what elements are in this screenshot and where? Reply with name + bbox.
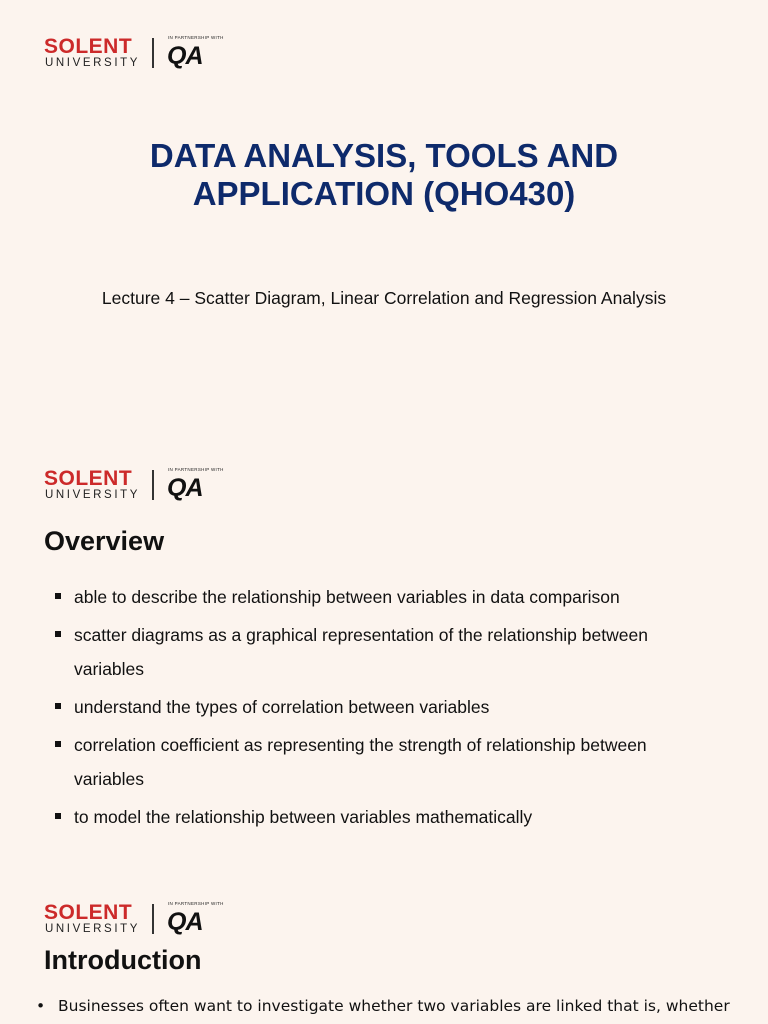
overview-heading: Overview [44, 526, 165, 556]
bullet-text: understand the types of correlation between variables [74, 697, 490, 717]
square-bullet-icon [55, 703, 61, 709]
list-item [0, 580, 768, 614]
logo-solent-text: SOLENT [44, 901, 133, 924]
list-item [0, 690, 768, 724]
bullet-text: able to describe the relationship between variables in data comparison [74, 587, 620, 607]
bullet-text: correlation coefficient as representing the strength of relationship between variables [74, 735, 647, 789]
logo-qa-text: QA [167, 474, 203, 502]
square-bullet-icon [55, 593, 61, 599]
solent-qa-logo [44, 36, 234, 80]
solent-qa-logo [44, 902, 234, 946]
list-item [0, 618, 768, 686]
logo-university-text: UNIVERSITY [45, 923, 141, 935]
square-bullet-icon [55, 813, 61, 819]
logo-solent-text: SOLENT [44, 35, 133, 58]
logo-solent-text: SOLENT [44, 467, 133, 490]
list-item [0, 800, 768, 834]
introduction-bullet-text: Businesses often want to investigate whether two variables are linked that is, whether [58, 997, 730, 1015]
logo-qa-text: QA [167, 42, 203, 70]
logo-partner-text: IN PARTNERSHIP WITH [168, 35, 224, 40]
round-bullet-icon: • [36, 997, 46, 1015]
logo-university-text: UNIVERSITY [45, 489, 141, 501]
solent-qa-logo [44, 468, 234, 512]
overview-bullet-list [0, 580, 768, 834]
slide-title-line-2: APPLICATION (QHO430) [192, 175, 576, 212]
bullet-text: to model the relationship between variables mathematically [74, 807, 533, 827]
square-bullet-icon [55, 631, 61, 637]
logo-divider [152, 38, 154, 68]
bullet-text: scatter diagrams as a graphical representation of the relationship between variables [74, 625, 648, 679]
square-bullet-icon [55, 741, 61, 747]
lecture-subtitle: Lecture 4 – Scatter Diagram, Linear Correlation and Regression Analysis [101, 288, 667, 308]
introduction-heading: Introduction [44, 945, 202, 975]
list-item [0, 728, 768, 796]
logo-divider [152, 470, 154, 500]
slide-title-line-1: DATA ANALYSIS, TOOLS AND [149, 137, 619, 174]
logo-qa-text: QA [167, 908, 203, 936]
logo-partner-text: IN PARTNERSHIP WITH [168, 467, 224, 472]
logo-university-text: UNIVERSITY [45, 57, 141, 69]
logo-divider [152, 904, 154, 934]
slide-title [0, 137, 768, 213]
logo-partner-text: IN PARTNERSHIP WITH [168, 901, 224, 906]
